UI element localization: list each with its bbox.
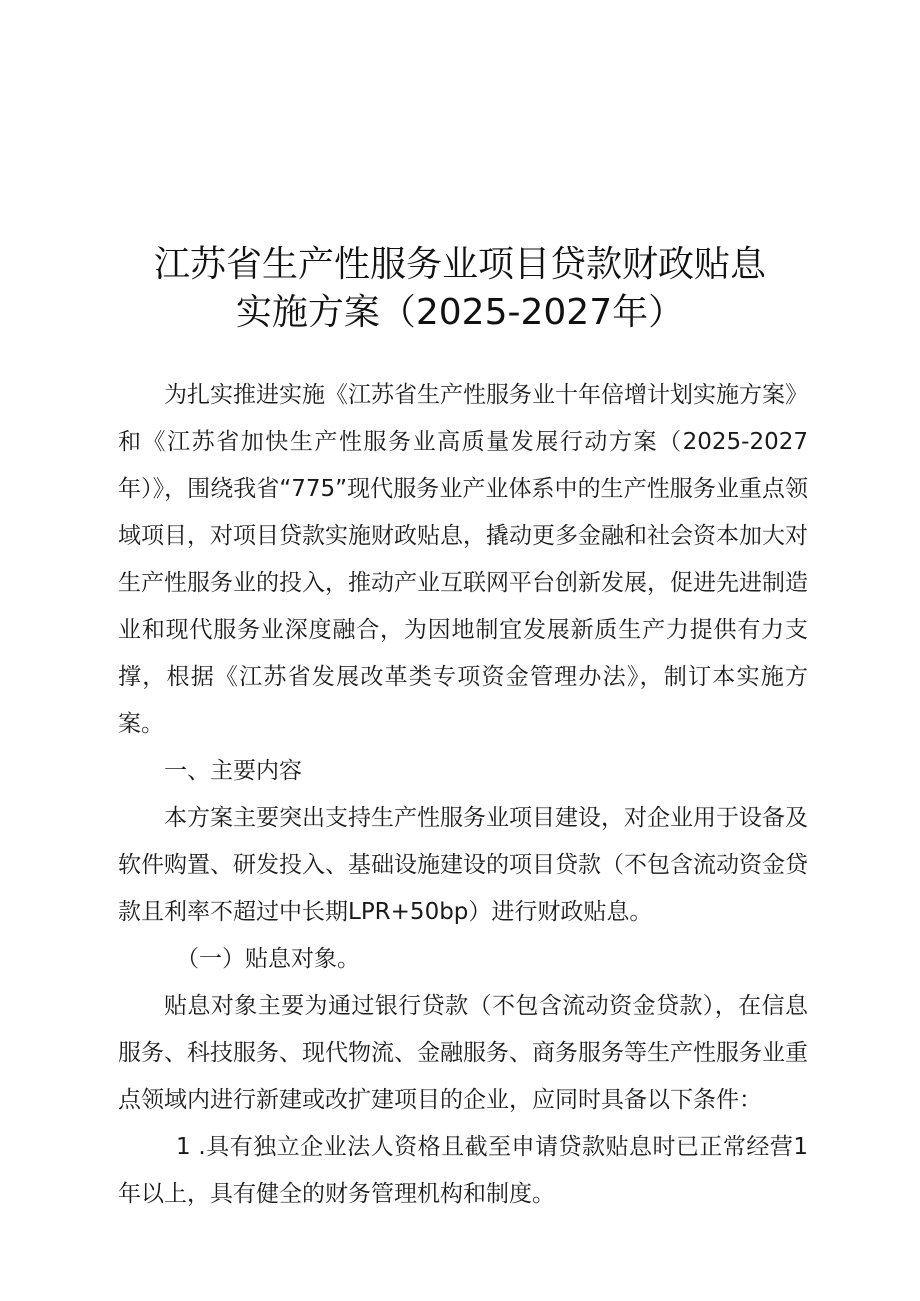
condition-item-1: 1 .具有独立企业法人资格且截至申请贷款贴息时已正常经营1年以上，具有健全的财务管理机构和制度。 [118,1134,808,1207]
document-title-line-1: 江苏省生产性服务业项目贷款财政贴息 [153,244,766,285]
section-heading-main-content: 一、主要内容 [164,758,302,784]
intro-paragraph: 为扎实推进实施《江苏省生产性服务业十年倍增计划实施方案》和《江苏省加快生产性服务业高质量发展行动方案（2025-2027年）》，围绕我省“775”现代服务业产业体系中的生产性服务业重点领域项目，对项目贷款实施财政贴息，撬动更多金融和社会资本加大对生产性服务业的投入，推动产业互联网平台创新发展，促进先进制造业和现代服务业深度融合，为因地制宜发展新质生产力提供有力支撑，根据《江苏省发展改革类专项资金管理办法》，制订本实施方案。 [118,382,808,737]
main-content-paragraph: 本方案主要突出支持生产性服务业项目建设，对企业用于设备及软件购置、研发投入、基础设施建设的项目贷款（不包含流动资金贷款且利率不超过中长期LPR+50bp）进行财政贴息。 [118,805,808,925]
document-title-line-2: 实施方案（2025-2027年） [235,292,685,333]
subsection-heading-subsidy-target: （一）贴息对象。 [176,946,360,972]
document-body [118,372,808,1218]
subsidy-target-paragraph: 贴息对象主要为通过银行贷款（不包含流动资金贷款），在信息服务、科技服务、现代物流、金融服务、商务服务等生产性服务业重点领域内进行新建或改扩建项目的企业，应同时具备以下条件： [118,993,808,1113]
